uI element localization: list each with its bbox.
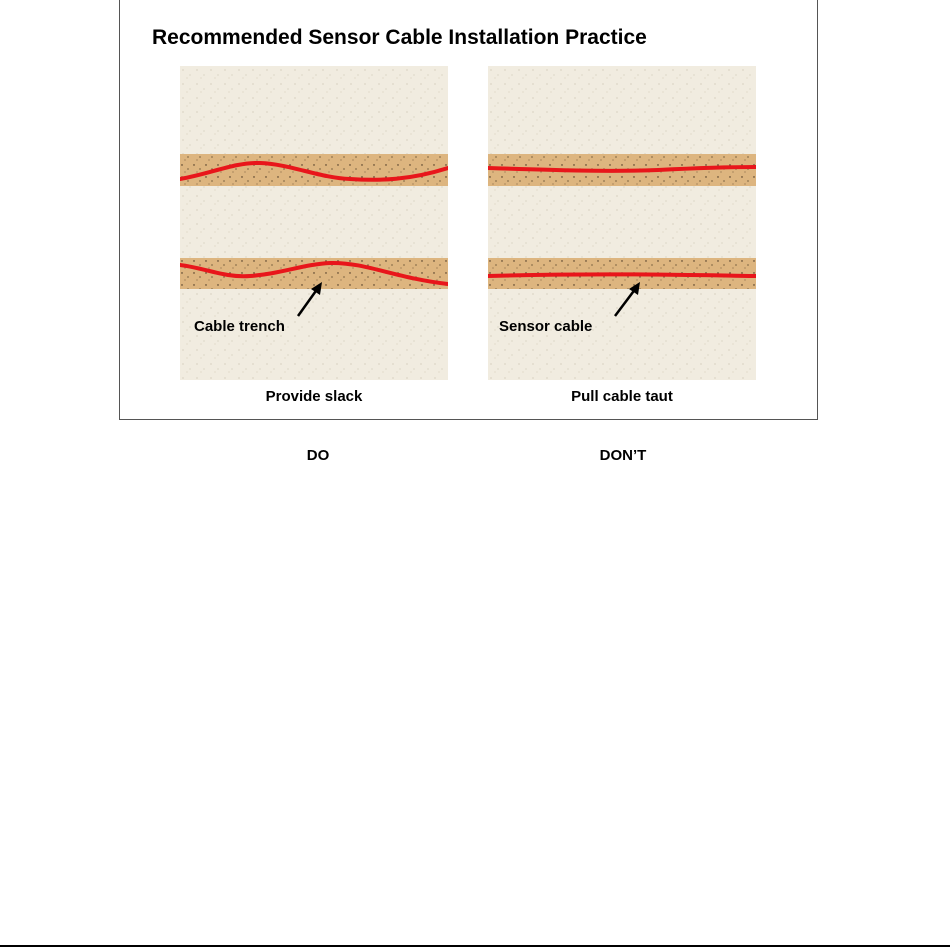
column-label-dont: DON’T <box>599 447 647 464</box>
callout-sensor-cable: Sensor cable <box>499 318 593 335</box>
caption-provide-slack: Provide slack <box>265 388 363 405</box>
column-label-do: DO <box>306 447 330 464</box>
callout-cable-trench: Cable trench <box>194 318 285 335</box>
diagram-frame <box>119 0 818 420</box>
caption-pull-taut: Pull cable taut <box>571 388 673 405</box>
page-bottom-rule <box>0 945 950 947</box>
diagram-title: Recommended Sensor Cable Installation Practice <box>152 26 647 49</box>
sensor-cable-lower-taut <box>488 274 756 276</box>
